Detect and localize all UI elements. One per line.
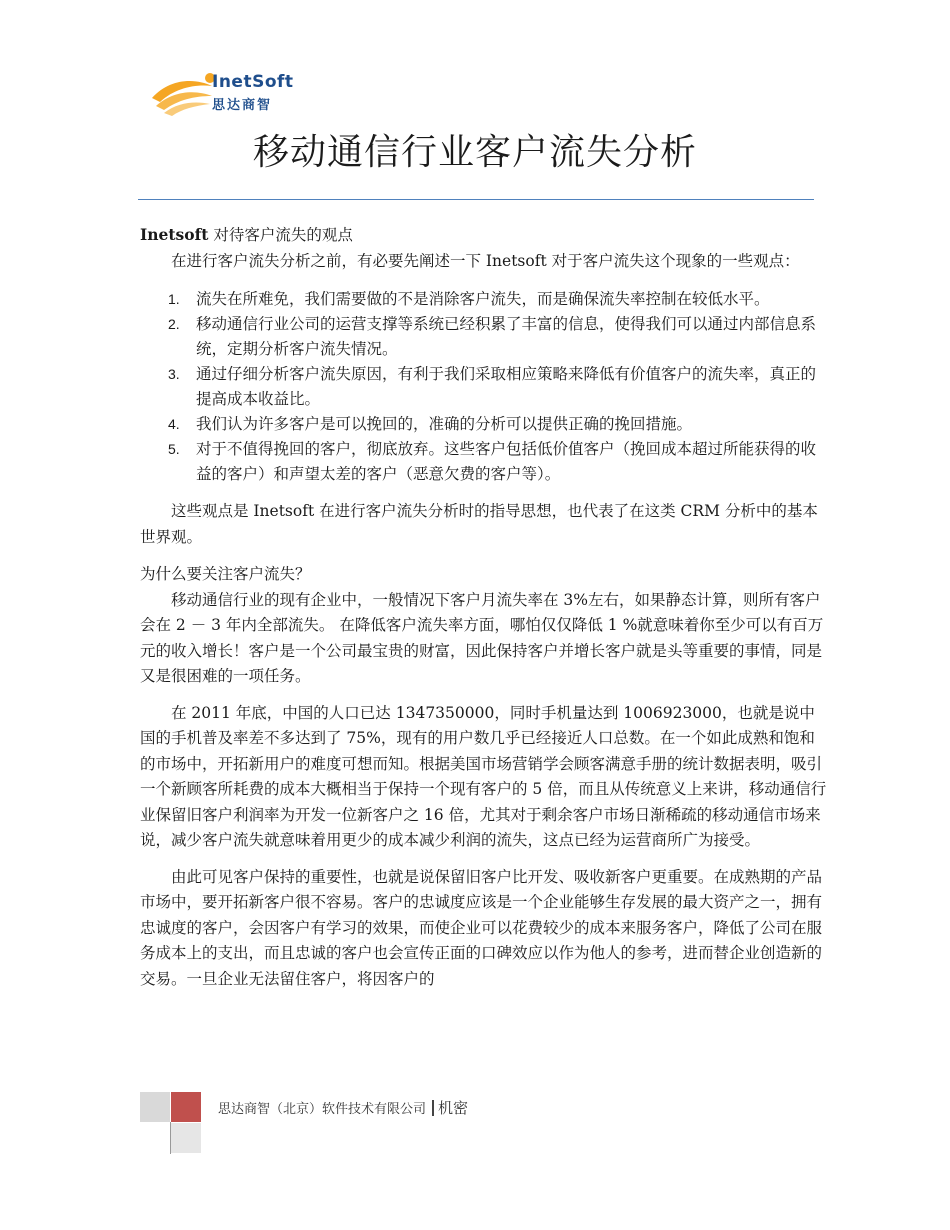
- footer-divider: [170, 1122, 171, 1154]
- section2-paragraph-2: 在 2011 年底，中国的人口已达 1347350000，同时手机量达到 1006923000，也就是说中国的手机普及率差不多达到了 75%，现有的用户数几乎已经接近人口总数。在一个如此成熟和饱和的市场中，开拓新用户的难度可想而知。根据美国市场营销学会顾客满意手册的统计数据表明，吸引一个新顾客所耗费的成本大概相当于保持一个现有客户的 5 倍，而且从传统意义上来讲，移动通信行业保留旧客户利润率为开发一位新客户之 16 倍，尤其对于剩余客户市场日渐稀疏的移动通信市场来说，减少客户流失就意味着用更少的成本减少利润的流失，这点已经为运营商所广为接受。: [140, 703, 827, 849]
- section1-heading: [140, 222, 830, 249]
- section1-conclusion: 这些观点是 Inetsoft 在进行客户流失分析时的指导思想，也代表了在这类 CRM 分析中的基本世界观。: [140, 502, 818, 546]
- list-item-text: 移动通信行业公司的运营支撑等系统已经积累了丰富的信息，使得我们可以通过内部信息系统，定期分析客户流失情况。: [196, 315, 817, 358]
- list-item: [140, 312, 830, 362]
- list-item-text: 流失在所难免，我们需要做的不是消除客户流失，而是确保流失率控制在较低水平。: [196, 290, 770, 308]
- list-item-text: 通过仔细分析客户流失原因，有利于我们采取相应策略来降低有价值客户的流失率，真正的提高成本收益比。: [196, 365, 817, 408]
- page-footer: [140, 1092, 840, 1152]
- title-divider: [138, 199, 814, 200]
- list-item: [140, 362, 830, 412]
- footer-light-square: [171, 1123, 201, 1153]
- logo-brand-cn-text: 思达商智: [212, 98, 273, 113]
- logo-swoosh-icon: [150, 68, 220, 118]
- list-item-text: 对于不值得挽回的客户，彻底放弃。这些客户包括低价值客户（挽回成本超过所能获得的收益的客户）和声望太差的客户（恶意欠费的客户等）。: [196, 440, 817, 483]
- section2-paragraph-1: 移动通信行业的现有企业中，一般情况下客户月流失率在 3%左右，如果静态计算，则所有客户会在 2 － 3 年内全部流失。 在降低客户流失率方面，哪怕仅仅降低 1 %就意味着你至少可以有百万元的收入增长！客户是一个公司最宝贵的财富，因此保持客户并增长客户就是头等重要的事情，同是又是很困难的一项任务。: [140, 590, 824, 685]
- section1-intro: 在进行客户流失分析之前，有必要先阐述一下 Inetsoft 对于客户流失这个现象的一些观点：: [171, 251, 800, 270]
- viewpoint-list: [140, 287, 830, 487]
- section2-paragraph-3: 由此可见客户保持的重要性，也就是说保留旧客户比开发、吸收新客户更重要。在成熟期的产品市场中，要开拓新客户很不容易。客户的忠诚度应该是一个企业能够生存发展的最大资产之一，拥有忠诚度的客户，会因客户有学习的效果，而使企业可以花费较少的成本来服务客户，降低了公司在服务成本上的支出，而且忠诚的客户也会宣传正面的口碑效应以作为他人的参考，进而替企业创造新的交易。一旦企业无法留住客户，将因客户的: [140, 867, 823, 988]
- list-item-number: 2.: [168, 316, 180, 332]
- section1-heading-brand: Inetsoft: [140, 225, 209, 244]
- list-item-text: 我们认为许多客户是可以挽回的，准确的分析可以提供正确的挽回措施。: [196, 415, 693, 433]
- section2-heading: 为什么要关注客户流失？: [140, 565, 311, 583]
- document-title: 移动通信行业客户流失分析: [252, 132, 697, 173]
- list-item: [140, 437, 830, 487]
- list-item: [140, 412, 830, 437]
- footer-confidential-label: 机密: [438, 1099, 469, 1117]
- footer-red-square: [171, 1092, 201, 1122]
- list-item: [140, 287, 830, 312]
- logo-brand-text: InetSoft: [212, 72, 294, 92]
- list-item-number: 4.: [168, 416, 180, 432]
- list-item-number: 1.: [168, 291, 180, 307]
- company-logo: [150, 68, 310, 118]
- document-body: [140, 222, 830, 992]
- footer-gray-square: [140, 1092, 170, 1122]
- footer-separator: [432, 1100, 434, 1116]
- footer-company: 思达商智（北京）软件技术有限公司: [218, 1102, 427, 1117]
- list-item-number: 5.: [168, 441, 180, 457]
- footer-text: [218, 1097, 468, 1118]
- list-item-number: 3.: [168, 366, 180, 382]
- section1-heading-text: 对待客户流失的观点: [208, 226, 353, 244]
